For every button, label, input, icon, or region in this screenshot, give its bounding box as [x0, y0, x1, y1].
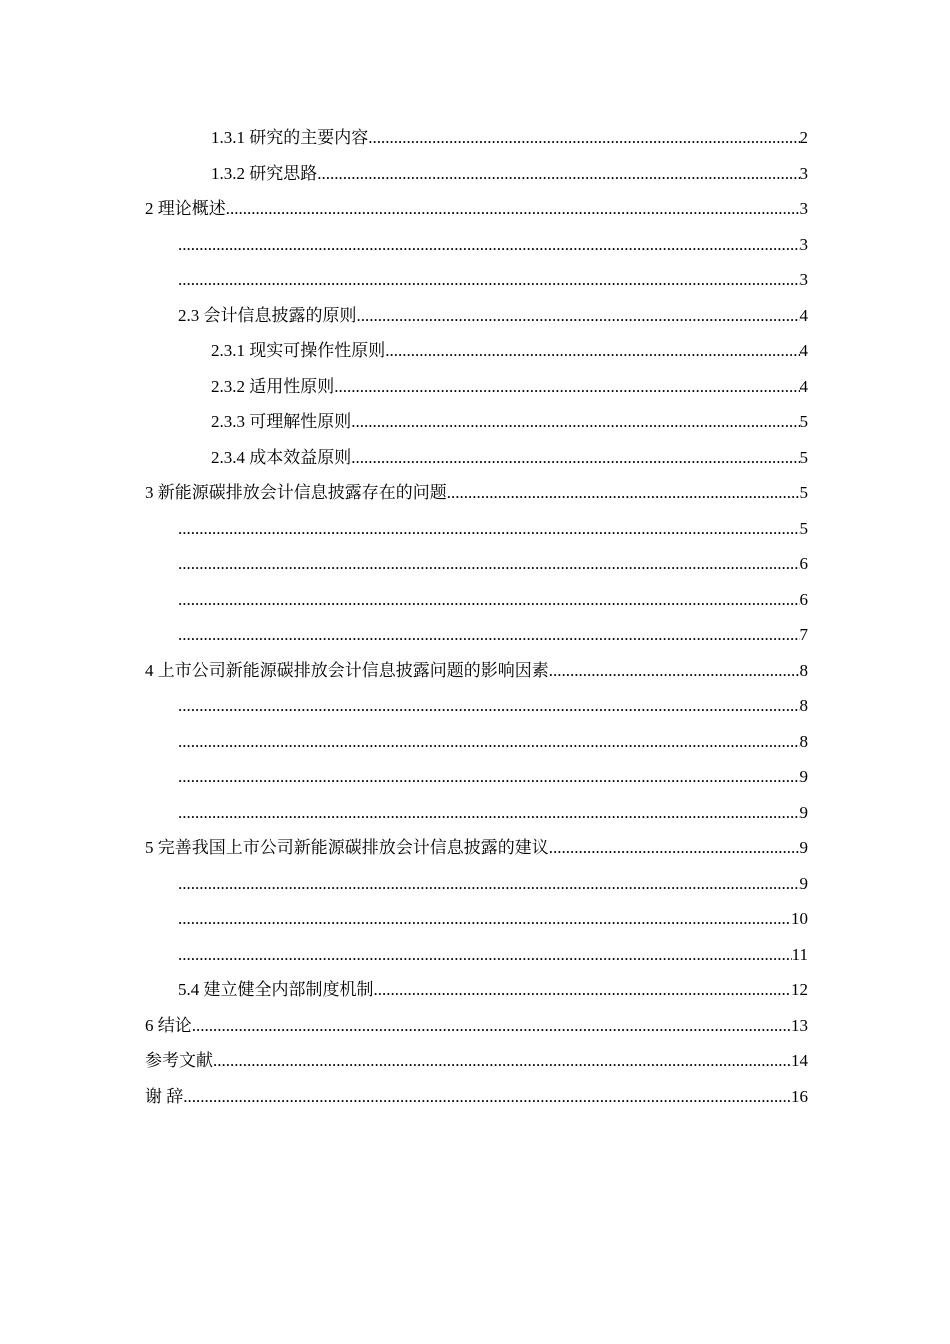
- toc-entry-title: 参考文献: [145, 1051, 213, 1070]
- toc-entry-page-number: 3: [799, 163, 808, 183]
- toc-entry[interactable]: [145, 901, 808, 937]
- toc-dot-leader: [351, 404, 799, 440]
- toc-dot-leader: [178, 724, 800, 760]
- toc-entry-page-number: 14: [791, 1051, 808, 1070]
- toc-entry-page-number: 8: [799, 660, 808, 680]
- toc-entry[interactable]: [145, 369, 808, 405]
- toc-dot-leader: [178, 262, 800, 298]
- toc-dot-leader: [178, 582, 800, 618]
- toc-dot-leader: [178, 688, 800, 724]
- toc-dot-leader: [447, 475, 800, 511]
- toc-entry-page-number: 3: [799, 199, 808, 218]
- toc-entry[interactable]: [145, 475, 808, 511]
- toc-entry[interactable]: [145, 795, 808, 831]
- toc-entry[interactable]: [145, 866, 808, 902]
- toc-dot-leader: [183, 1079, 791, 1115]
- toc-dot-leader: [385, 333, 799, 369]
- toc-entry-title: 2.3 会计信息披露的原则: [178, 305, 357, 325]
- toc-dot-leader: [317, 156, 799, 192]
- toc-entry-title: 2.3.1 现实可操作性原则: [211, 341, 386, 360]
- toc-entry-title: 6 结论: [145, 1015, 192, 1035]
- toc-entry-page-number: 3: [799, 234, 808, 254]
- toc-entry-page-number: 13: [791, 1015, 808, 1035]
- toc-entry[interactable]: [145, 156, 808, 192]
- toc-entry[interactable]: [145, 120, 808, 156]
- toc-entry-page-number: 9: [799, 767, 808, 786]
- toc-entry-page-number: 6: [799, 589, 808, 609]
- toc-entry[interactable]: [145, 227, 808, 263]
- toc-entry[interactable]: [145, 298, 808, 334]
- toc-entry-page-number: 2: [799, 128, 808, 147]
- toc-dot-leader: [178, 227, 800, 263]
- toc-entry-title: 2.3.4 成本效益原则: [211, 447, 352, 467]
- toc-dot-leader: [357, 298, 800, 334]
- toc-entry-page-number: 10: [791, 909, 808, 928]
- toc-dot-leader: [368, 120, 799, 156]
- toc-entry-page-number: 16: [791, 1086, 808, 1106]
- toc-entry-page-number: 5: [799, 483, 808, 502]
- toc-entry-page-number: 4: [799, 341, 808, 360]
- toc-entry-title: 5.4 建立健全内部制度机制: [178, 980, 374, 999]
- toc-entry-page-number: 4: [799, 305, 808, 325]
- toc-entry[interactable]: [145, 333, 808, 369]
- toc-entry-page-number: 6: [799, 554, 808, 573]
- toc-entry-title: 4 上市公司新能源碳排放会计信息披露问题的影响因素: [145, 660, 549, 680]
- toc-entry[interactable]: [145, 653, 808, 689]
- toc-dot-leader: [549, 653, 800, 689]
- toc-dot-leader: [178, 866, 800, 902]
- toc-dot-leader: [178, 617, 800, 653]
- toc-entry-title: 5 完善我国上市公司新能源碳排放会计信息披露的建议: [145, 838, 549, 857]
- toc-entry[interactable]: [145, 1008, 808, 1044]
- toc-dot-leader: [351, 440, 799, 476]
- toc-entry-page-number: 12: [791, 980, 808, 999]
- toc-entry-page-number: 7: [799, 625, 808, 644]
- toc-entry-page-number: 5: [799, 412, 808, 431]
- toc-entry-page-number: 4: [799, 376, 808, 396]
- toc-entry[interactable]: [145, 440, 808, 476]
- toc-entry-title: 3 新能源碳排放会计信息披露存在的问题: [145, 483, 447, 502]
- toc-dot-leader: [213, 1043, 791, 1079]
- toc-entry-page-number: 8: [799, 731, 808, 751]
- toc-entry[interactable]: [145, 1079, 808, 1115]
- toc-entry-title: 2 理论概述: [145, 199, 226, 218]
- toc-dot-leader: [178, 901, 791, 937]
- toc-entry[interactable]: [145, 191, 808, 227]
- toc-dot-leader: [178, 759, 800, 795]
- toc-dot-leader: [178, 511, 800, 547]
- toc-entry-page-number: 8: [799, 696, 808, 715]
- toc-dot-leader: [334, 369, 799, 405]
- toc-dot-leader: [178, 795, 800, 831]
- toc-entry[interactable]: [145, 972, 808, 1008]
- toc-entry-page-number: 9: [799, 838, 808, 857]
- toc-dot-leader: [374, 972, 792, 1008]
- toc-dot-leader: [192, 1008, 791, 1044]
- toc-entry[interactable]: [145, 404, 808, 440]
- toc-entry-page-number: 9: [799, 802, 808, 822]
- toc-dot-leader: [549, 830, 800, 866]
- toc-entry-title: 谢 辞: [145, 1086, 184, 1106]
- toc-entry-page-number: 9: [799, 873, 808, 893]
- toc-entry-title: 2.3.3 可理解性原则: [211, 412, 352, 431]
- toc-dot-leader: [226, 191, 800, 227]
- toc-entry-title: 1.3.2 研究思路: [211, 163, 318, 183]
- toc-entry-page-number: 11: [791, 944, 808, 964]
- toc-entry[interactable]: [145, 262, 808, 298]
- toc-entry[interactable]: [145, 582, 808, 618]
- toc-dot-leader: [178, 937, 792, 973]
- toc-dot-leader: [178, 546, 800, 582]
- toc-entry-page-number: 3: [799, 270, 808, 289]
- toc-entry-page-number: 5: [799, 447, 808, 467]
- toc-entry-title: 2.3.2 适用性原则: [211, 376, 335, 396]
- toc-entry-title: 1.3.1 研究的主要内容: [211, 128, 369, 147]
- toc-entry[interactable]: [145, 511, 808, 547]
- table-of-contents: [145, 120, 808, 1114]
- toc-entry[interactable]: [145, 546, 808, 582]
- toc-entry[interactable]: [145, 830, 808, 866]
- toc-entry[interactable]: [145, 937, 808, 973]
- toc-entry-page-number: 5: [799, 518, 808, 538]
- toc-entry[interactable]: [145, 1043, 808, 1079]
- toc-entry[interactable]: [145, 759, 808, 795]
- toc-entry[interactable]: [145, 724, 808, 760]
- toc-entry[interactable]: [145, 617, 808, 653]
- toc-entry[interactable]: [145, 688, 808, 724]
